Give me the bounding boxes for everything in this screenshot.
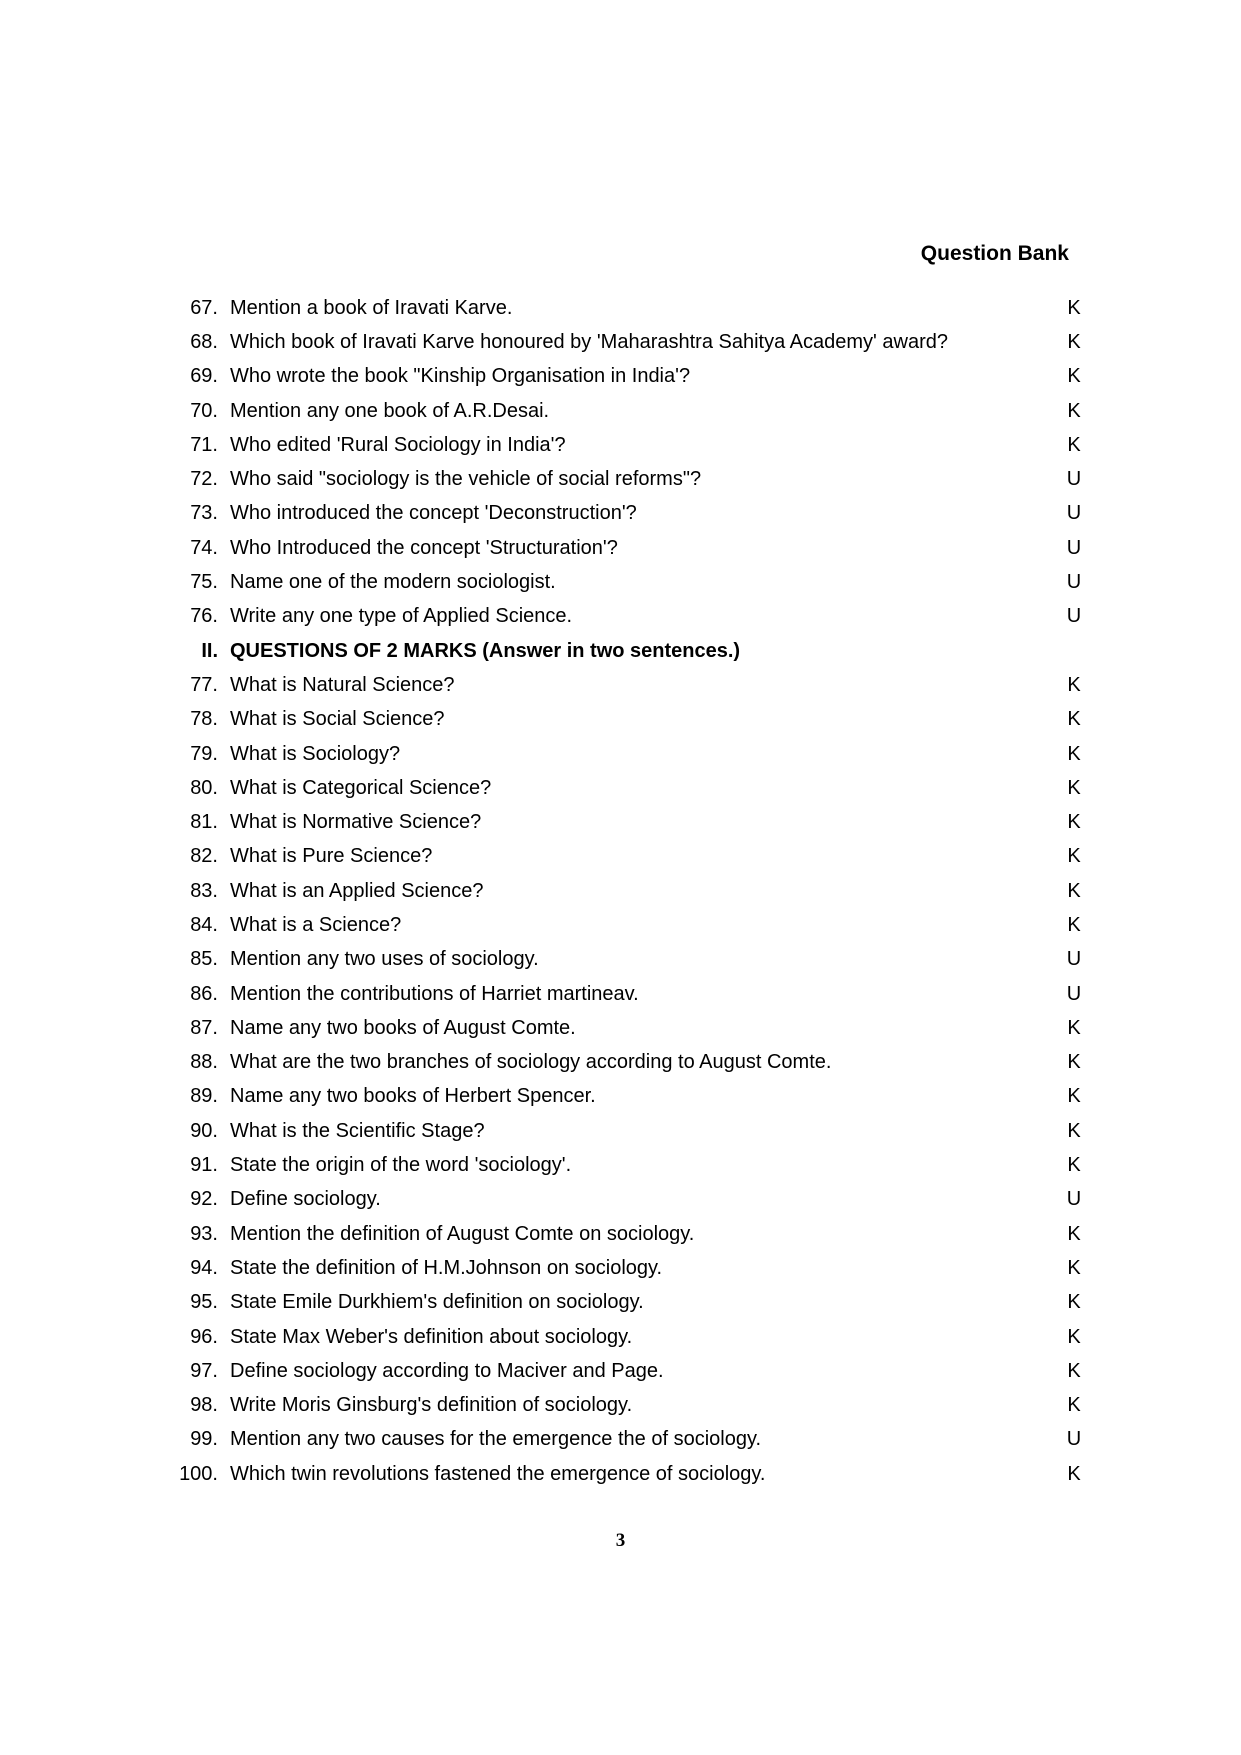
cognitive-level-code: K xyxy=(1067,1291,1081,1314)
question-row xyxy=(170,771,1086,805)
question-text: What is an Applied Science? xyxy=(230,879,484,902)
cognitive-level-code: U xyxy=(1066,605,1082,628)
question-number: 92. xyxy=(190,1188,218,1211)
question-text: Mention the contributions of Harriet martineav. xyxy=(230,982,639,1005)
cognitive-level-code: U xyxy=(1066,502,1082,525)
question-row xyxy=(170,1046,1086,1080)
cognitive-level-code: K xyxy=(1067,1359,1081,1382)
question-row xyxy=(170,462,1086,496)
cognitive-level-code: K xyxy=(1067,708,1081,731)
question-row xyxy=(170,1251,1086,1285)
question-row xyxy=(170,668,1086,702)
question-number: 90. xyxy=(190,1119,218,1142)
question-number: 75. xyxy=(190,571,218,594)
question-text: Name any two books of Herbert Spencer. xyxy=(230,1085,596,1108)
question-row xyxy=(170,1286,1086,1320)
section-heading xyxy=(170,634,1086,668)
cognitive-level-code: K xyxy=(1067,330,1081,353)
question-row xyxy=(170,805,1086,839)
cognitive-level-code: U xyxy=(1066,1428,1082,1451)
question-number: 79. xyxy=(190,742,218,765)
cognitive-level-code: K xyxy=(1067,1085,1081,1108)
question-text: Mention a book of Iravati Karve. xyxy=(230,296,513,319)
question-text: State Emile Durkhiem's definition on sociology. xyxy=(230,1291,644,1314)
question-number: 91. xyxy=(190,1154,218,1177)
question-number: 82. xyxy=(190,845,218,868)
question-row xyxy=(170,1217,1086,1251)
question-number: 67. xyxy=(190,296,218,319)
question-row xyxy=(170,325,1086,359)
cognitive-level-code: K xyxy=(1067,1154,1081,1177)
question-text: State the origin of the word 'sociology'. xyxy=(230,1154,572,1177)
question-text: Who edited 'Rural Sociology in India'? xyxy=(230,433,566,456)
question-text: Which twin revolutions fastened the emergence of sociology. xyxy=(230,1462,766,1485)
question-row xyxy=(170,703,1086,737)
question-number: 69. xyxy=(190,365,218,388)
question-row xyxy=(170,497,1086,531)
cognitive-level-code: K xyxy=(1067,913,1081,936)
cognitive-level-code: K xyxy=(1067,742,1081,765)
question-text: Write any one type of Applied Science. xyxy=(230,605,573,628)
question-number: 95. xyxy=(190,1291,218,1314)
question-text: Name one of the modern sociologist. xyxy=(230,571,556,594)
question-text: Who Introduced the concept 'Structuration'? xyxy=(230,536,618,559)
cognitive-level-code: K xyxy=(1067,845,1081,868)
cognitive-level-code: K xyxy=(1067,673,1081,696)
question-row xyxy=(170,1320,1086,1354)
cognitive-level-code: U xyxy=(1066,948,1082,971)
question-number: 96. xyxy=(190,1325,218,1348)
question-row xyxy=(170,1114,1086,1148)
page-header-title: Question Bank xyxy=(920,242,1069,265)
question-text: What are the two branches of sociology according to August Comte. xyxy=(230,1051,832,1074)
question-number: 84. xyxy=(190,913,218,936)
question-number: 86. xyxy=(190,982,218,1005)
question-text: State Max Weber's definition about sociology. xyxy=(230,1325,633,1348)
question-number: 76. xyxy=(190,605,218,628)
question-text: What is Pure Science? xyxy=(230,845,433,868)
cognitive-level-code: K xyxy=(1067,1119,1081,1142)
question-row xyxy=(170,908,1086,942)
cognitive-level-code: K xyxy=(1067,1325,1081,1348)
question-text: Who said "sociology is the vehicle of social reforms"? xyxy=(230,468,702,491)
question-text: Define sociology. xyxy=(230,1188,381,1211)
cognitive-level-code: U xyxy=(1066,571,1082,594)
question-text: What is Sociology? xyxy=(230,742,401,765)
question-row xyxy=(170,360,1086,394)
question-text: Mention any one book of A.R.Desai. xyxy=(230,399,550,422)
question-number: 78. xyxy=(190,708,218,731)
question-number: 72. xyxy=(190,468,218,491)
question-row xyxy=(170,1354,1086,1388)
question-row xyxy=(170,1148,1086,1182)
question-number: 87. xyxy=(190,1016,218,1039)
question-row xyxy=(170,737,1086,771)
question-number: 68. xyxy=(190,330,218,353)
question-number: 88. xyxy=(190,1051,218,1074)
question-text: What is Natural Science? xyxy=(230,673,455,696)
question-text: Who wrote the book "Kinship Organisation in India'? xyxy=(230,365,691,388)
question-number: 99. xyxy=(190,1428,218,1451)
question-number: 97. xyxy=(190,1359,218,1382)
question-number: 85. xyxy=(190,948,218,971)
cognitive-level-code: K xyxy=(1067,776,1081,799)
question-number: 93. xyxy=(190,1222,218,1245)
question-row xyxy=(170,874,1086,908)
question-number: 83. xyxy=(190,879,218,902)
question-row xyxy=(170,565,1086,599)
question-row xyxy=(170,943,1086,977)
question-row xyxy=(170,977,1086,1011)
cognitive-level-code: K xyxy=(1067,1256,1081,1279)
question-number: 74. xyxy=(190,536,218,559)
question-number: 77. xyxy=(190,673,218,696)
question-number: II. xyxy=(201,639,218,662)
question-number: 100. xyxy=(179,1462,218,1485)
question-row xyxy=(170,428,1086,462)
question-number: 89. xyxy=(190,1085,218,1108)
question-row xyxy=(170,291,1086,325)
question-row xyxy=(170,1457,1086,1491)
cognitive-level-code: K xyxy=(1067,1394,1081,1417)
question-text: State the definition of H.M.Johnson on sociology. xyxy=(230,1256,663,1279)
question-number: 70. xyxy=(190,399,218,422)
question-number: 71. xyxy=(190,433,218,456)
cognitive-level-code: U xyxy=(1066,536,1082,559)
question-text: Mention any two causes for the emergence the of sociology. xyxy=(230,1428,762,1451)
question-text: What is a Science? xyxy=(230,913,402,936)
cognitive-level-code: U xyxy=(1066,1188,1082,1211)
cognitive-level-code: K xyxy=(1067,1051,1081,1074)
cognitive-level-code: K xyxy=(1067,433,1081,456)
question-number: 94. xyxy=(190,1256,218,1279)
cognitive-level-code: K xyxy=(1067,1462,1081,1485)
question-text: What is the Scientific Stage? xyxy=(230,1119,485,1142)
question-row xyxy=(170,531,1086,565)
cognitive-level-code: K xyxy=(1067,365,1081,388)
question-row xyxy=(170,1423,1086,1457)
question-row xyxy=(170,1389,1086,1423)
question-text: Who introduced the concept 'Deconstruction'? xyxy=(230,502,637,525)
cognitive-level-code: K xyxy=(1067,399,1081,422)
question-number: 98. xyxy=(190,1394,218,1417)
question-text: Name any two books of August Comte. xyxy=(230,1016,576,1039)
cognitive-level-code: K xyxy=(1067,811,1081,834)
question-row xyxy=(170,1080,1086,1114)
question-list xyxy=(170,291,1086,1491)
cognitive-level-code: K xyxy=(1067,879,1081,902)
question-row xyxy=(170,394,1086,428)
question-text: Mention the definition of August Comte on sociology. xyxy=(230,1222,695,1245)
question-text: Mention any two uses of sociology. xyxy=(230,948,539,971)
question-text: What is Social Science? xyxy=(230,708,445,731)
question-text: Which book of Iravati Karve honoured by 'Maharashtra Sahitya Academy' award? xyxy=(230,330,949,353)
question-text: What is Categorical Science? xyxy=(230,776,492,799)
question-text: Write Moris Ginsburg's definition of sociology. xyxy=(230,1394,633,1417)
question-number: 81. xyxy=(190,811,218,834)
cognitive-level-code: U xyxy=(1066,468,1082,491)
question-row xyxy=(170,1183,1086,1217)
question-number: 73. xyxy=(190,502,218,525)
question-row xyxy=(170,600,1086,634)
page-number: 3 xyxy=(615,1530,626,1551)
cognitive-level-code: K xyxy=(1067,296,1081,319)
question-number: 80. xyxy=(190,776,218,799)
question-row xyxy=(170,840,1086,874)
section-title: QUESTIONS OF 2 MARKS (Answer in two sentences.) xyxy=(230,639,741,662)
question-text: Define sociology according to Maciver and Page. xyxy=(230,1359,664,1382)
cognitive-level-code: U xyxy=(1066,982,1082,1005)
question-row xyxy=(170,1011,1086,1045)
cognitive-level-code: K xyxy=(1067,1016,1081,1039)
question-text: What is Normative Science? xyxy=(230,811,482,834)
cognitive-level-code: K xyxy=(1067,1222,1081,1245)
